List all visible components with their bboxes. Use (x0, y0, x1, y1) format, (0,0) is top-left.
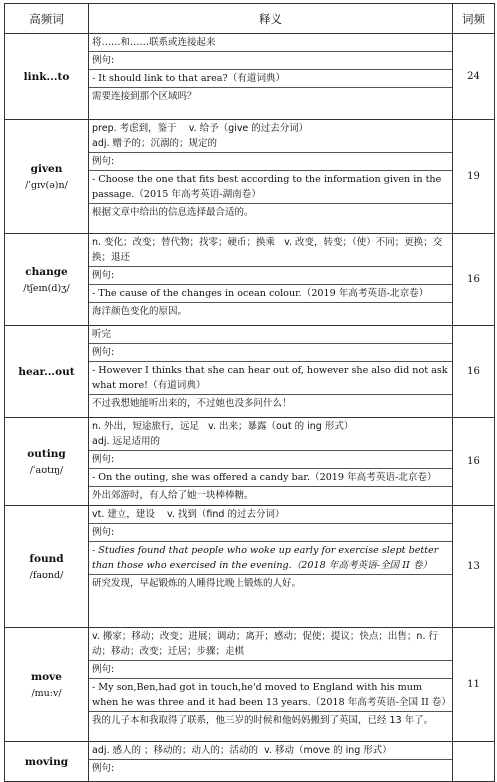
example-label: 例句: (92, 763, 115, 774)
table-body (5, 34, 495, 782)
headword: link...to (23, 70, 70, 83)
example-sentence: - The cause of the changes in ocean colour.（2019 年高考英语-北京卷） (89, 285, 452, 303)
translation: 不过我想她能听出来的，不过她也没多问什么！ (92, 398, 292, 409)
definition-cell (89, 418, 453, 506)
definition-cell (89, 234, 453, 326)
definition-text: n. 变化；改变；替代物；找零；硬币；换乘 v. 改变，转变；（使）不同；更换；交换；退还 (89, 234, 452, 267)
word-cell (5, 234, 89, 326)
translation: 根据文章中给出的信息选择最合适的。 (92, 207, 254, 218)
example-sentence: - It should link to that area?（有道词典） (89, 70, 452, 88)
vocabulary-table (4, 3, 495, 782)
definition-text: adj. 感人的 ；移动的；动人的；活动的 v. 移动（move 的 ing 形式） (89, 742, 452, 760)
translation: 需要连接到那个区域吗？ (92, 91, 197, 102)
headword: hear...out (18, 365, 75, 378)
table-header-row (5, 4, 495, 34)
definition-cell (89, 34, 453, 120)
table-row (5, 326, 495, 418)
phonetic: /ˈaʊtɪŋ/ (29, 464, 64, 476)
definition-text: vt. 建立，建设 v. 找到（find 的过去分词） (89, 506, 452, 524)
definition-text: 将……和……联系或连接起来 (89, 34, 452, 52)
example-label: 例句: (89, 661, 452, 679)
frequency-cell: 16 (453, 326, 495, 418)
example-sentence: - However I thinks that she can hear out of, however she also did not ask what more!（有道词典） (89, 362, 452, 395)
headword: given (30, 162, 63, 175)
headword: move (31, 670, 62, 683)
frequency-cell: 19 (453, 120, 495, 234)
example-sentence: - My son,Ben,had got in touch,he'd moved to England with his mum when he was three and it had been 13 years.（2018 年高考英语-全国 II 卷） (89, 679, 452, 712)
example-sentence: - Choose the one that fits best according to the information given in the passage.（2015 年高考英语-湖南卷） (89, 171, 452, 204)
header-frequency: 词频 (453, 4, 495, 34)
headword: found (29, 552, 64, 565)
definition-text: prep. 考虑到，鉴于 v. 给予（give 的过去分词） adj. 赠予的；沉溺的；规定的 (89, 120, 452, 153)
word-cell (5, 326, 89, 418)
word-cell (5, 418, 89, 506)
word-cell (5, 120, 89, 234)
example-label: 例句: (89, 451, 452, 469)
phonetic: /muːv/ (31, 687, 62, 699)
word-cell (5, 506, 89, 628)
definition-text: v. 搬家；移动；改变；进展；调动；离开；感动；促使；提议；快点；出售；n. 行动；移动；改变；迁居；步骤；走棋 (89, 628, 452, 661)
phonetic: /ˈgɪv(ə)n/ (25, 179, 68, 191)
headword: moving (24, 755, 69, 768)
word-cell (5, 34, 89, 120)
headword: outing (27, 447, 66, 460)
table-row (5, 628, 495, 742)
example-sentence: - Studies found that people who woke up early for exercise slept better than those who exercised in the evening.（2018 年高考英语-全国 II 卷） (89, 542, 452, 575)
table-row (5, 234, 495, 326)
table-row (5, 120, 495, 234)
definition-cell (89, 742, 453, 782)
definition-cell (89, 628, 453, 742)
example-label: 例句: (89, 267, 452, 285)
table-row (5, 742, 495, 782)
header-word: 高频词 (5, 4, 89, 34)
translation: 外出郊游时，有人给了她一块棒棒糖。 (92, 490, 254, 501)
example-label: 例句: (89, 524, 452, 542)
word-cell (5, 742, 89, 782)
translation: 海洋颜色变化的原因。 (92, 306, 188, 317)
table-row (5, 34, 495, 120)
translation: 我的儿子本和我取得了联系，他三岁的时候和他妈妈搬到了英国，已经 13 年了。 (92, 715, 434, 726)
headword: change (25, 265, 68, 278)
definition-cell (89, 506, 453, 628)
example-label: 例句: (89, 344, 452, 362)
definition-cell (89, 120, 453, 234)
definition-cell (89, 326, 453, 418)
frequency-cell: 24 (453, 34, 495, 120)
example-sentence: - On the outing, she was offered a candy bar.（2019 年高考英语-北京卷） (89, 469, 452, 487)
frequency-cell: 16 (453, 418, 495, 506)
header-definition: 释义 (89, 4, 453, 34)
table-row (5, 418, 495, 506)
table-row (5, 506, 495, 628)
definition-text: 听完 (89, 326, 452, 344)
frequency-cell: 13 (453, 506, 495, 628)
phonetic: /faʊnd/ (29, 569, 64, 581)
word-cell (5, 628, 89, 742)
translation: 研究发现，早起锻炼的人睡得比晚上锻炼的人好。 (92, 578, 302, 589)
frequency-cell (453, 742, 495, 782)
frequency-cell: 11 (453, 628, 495, 742)
frequency-cell: 16 (453, 234, 495, 326)
definition-text: n. 外出，短途旅行，远足 v. 出来；暴露（out 的 ing 形式） adj. 远足适用的 (89, 418, 452, 451)
example-label: 例句: (89, 153, 452, 171)
example-label: 例句: (89, 52, 452, 70)
phonetic: /tʃeɪn(d)ʒ/ (23, 282, 70, 294)
